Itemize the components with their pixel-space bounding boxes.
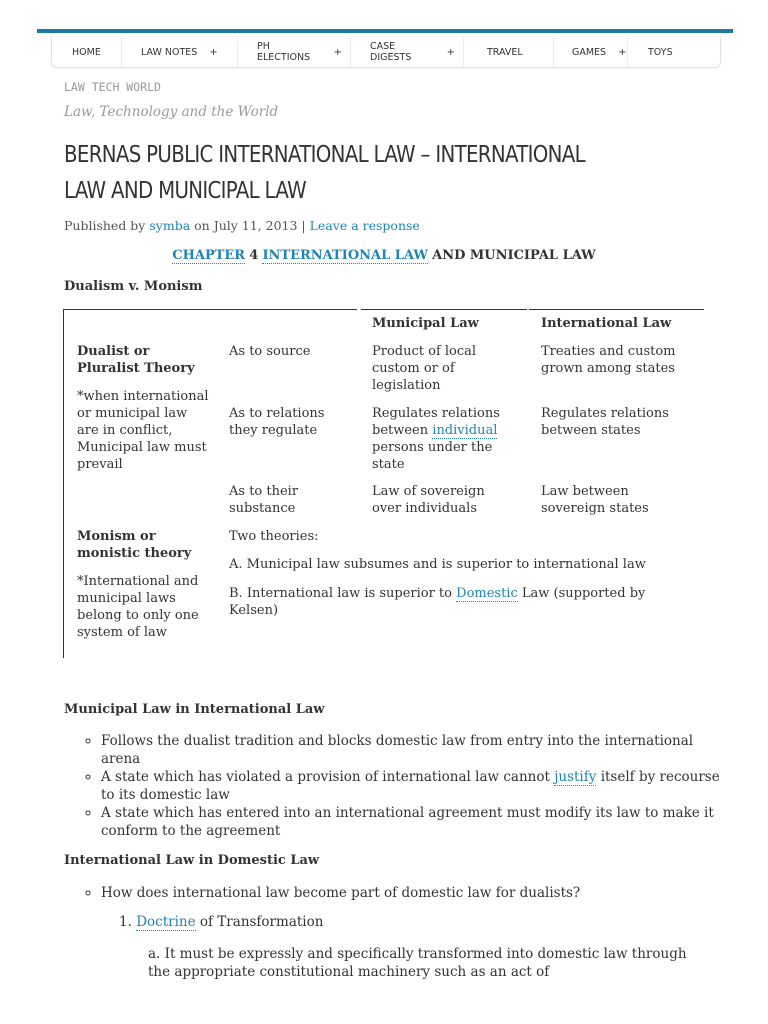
section-heading-international-in-domestic: International Law in Domestic Law	[64, 853, 320, 868]
list-item: ◦ How does international law become part of domestic law for dualists?	[101, 884, 721, 902]
table-left-rule	[63, 309, 64, 658]
chapter-heading: CHAPTER 4 INTERNATIONAL LAW AND MUNICIPAL LAW	[172, 248, 596, 263]
list-item: ◦ Follows the dualist tradition and blocks domestic law from entry into the international arena	[101, 732, 721, 768]
nav-item-ph-elections[interactable]: PH ELECTIONS +	[238, 37, 351, 67]
row-aspect: As to relations they regulate	[229, 406, 325, 438]
monism-note: *International and municipal laws belong to only one system of law	[77, 574, 199, 640]
dualism-heading: Dualism v. Monism	[64, 279, 203, 294]
row-aspect: As to their substance	[229, 484, 299, 516]
domestic-link[interactable]: Domestic	[456, 586, 518, 601]
dualist-title: Dualist or Pluralist Theory	[77, 344, 195, 376]
row-municipal: Product of local custom or of legislation	[372, 344, 477, 393]
author-link[interactable]: symba	[149, 218, 191, 233]
expand-plus-icon[interactable]: +	[209, 46, 218, 58]
dualist-note: *when international or municipal law are in conflict, Municipal law must prevail	[77, 389, 209, 472]
expand-plus-icon[interactable]: +	[618, 46, 627, 58]
nav-item-case-digests[interactable]: CASE DIGESTS +	[351, 37, 464, 67]
row-municipal: Regulates relations between individual persons under the state	[372, 406, 500, 472]
list-item: ◦ A state which has violated a provision of international law cannot justify itself by recourse to its domestic law	[101, 768, 721, 804]
list-item: ◦ A state which has entered into an international agreement must modify its law to make it conform to the agreement	[101, 804, 721, 840]
monism-title: Monism or monistic theory	[77, 529, 192, 561]
leave-response-link[interactable]: Leave a response	[309, 218, 420, 233]
nav-item-travel[interactable]: TRAVEL	[464, 37, 554, 67]
table-top-rule	[63, 309, 357, 310]
nav-item-law-notes[interactable]: LAW NOTES +	[122, 37, 238, 67]
site-title[interactable]: LAW TECH WORLD	[64, 80, 161, 94]
row-municipal: Law of sovereign over individuals	[372, 484, 485, 516]
post-title: BERNAS PUBLIC INTERNATIONAL LAW – INTERNATIONAL LAW AND MUNICIPAL LAW	[64, 142, 585, 204]
international-law-link[interactable]: INTERNATIONAL LAW	[262, 248, 428, 263]
row-international: Regulates relations between states	[541, 406, 669, 438]
table-top-rule	[529, 309, 704, 310]
top-accent-bar	[37, 29, 733, 33]
section-heading-municipal-in-international: Municipal Law in International Law	[64, 702, 325, 717]
post-meta: Published by symba on July 11, 2013 | Leave a response	[64, 218, 420, 233]
theory-a: A. Municipal law subsumes and is superior to international law	[229, 557, 646, 572]
nav-item-games[interactable]: GAMES +	[554, 37, 628, 67]
main-nav	[51, 37, 721, 68]
comparison-table	[63, 309, 704, 658]
nav-item-toys[interactable]: TOYS	[648, 46, 673, 58]
municipal-law-list	[64, 732, 721, 840]
chapter-link[interactable]: CHAPTER	[172, 248, 246, 263]
doctrine-link[interactable]: Doctrine	[136, 914, 196, 930]
row-international: Law between sovereign states	[541, 484, 649, 516]
col-header-international: International Law	[541, 316, 672, 331]
paragraph-a: a. It must be expressly and specifically transformed into domestic law through the appropriate constitutional machinery such as an act of	[148, 946, 687, 980]
theory-b: B. International law is superior to Domestic Law (supported by Kelsen)	[229, 586, 646, 618]
two-theories: Two theories:	[229, 529, 319, 544]
expand-plus-icon[interactable]: +	[333, 46, 342, 58]
col-header-municipal: Municipal Law	[372, 316, 479, 331]
row-aspect: As to source	[229, 344, 311, 359]
international-law-list	[64, 884, 721, 902]
site-tagline: Law, Technology and the World	[64, 104, 279, 120]
nav-item-home[interactable]: HOME	[52, 37, 122, 67]
table-top-rule	[361, 309, 527, 310]
row-international: Treaties and custom grown among states	[541, 344, 676, 376]
numbered-item: 1. Doctrine of Transformation	[119, 914, 324, 930]
expand-plus-icon[interactable]: +	[446, 46, 455, 58]
individual-link[interactable]: individual	[432, 423, 498, 438]
justify-link[interactable]: justify	[554, 769, 597, 785]
